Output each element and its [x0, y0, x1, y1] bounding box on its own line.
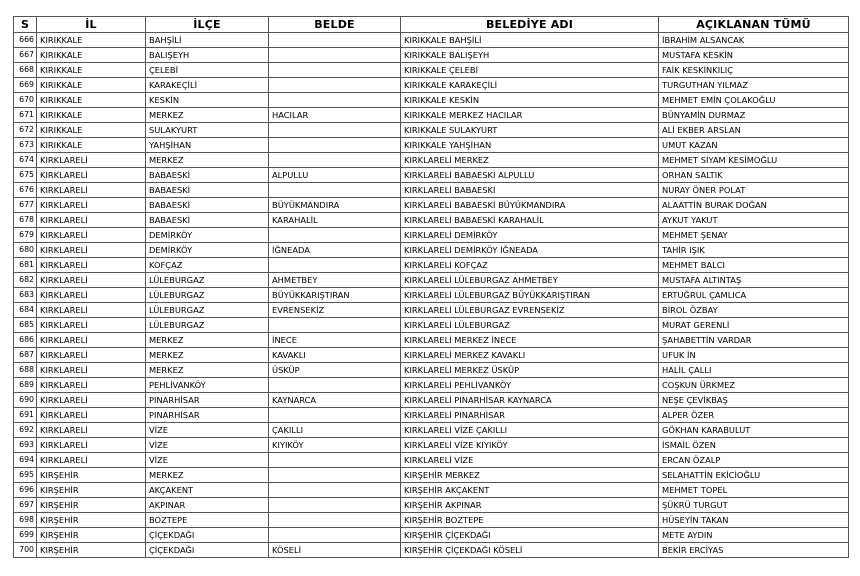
aciklanan-tumu-cell: İBRAHİM ALSANCAK [659, 33, 849, 48]
belediye-adi-cell: KIRKLARELİ VİZE [401, 453, 659, 468]
belediye-adi-cell: KIRIKKALE ÇELEBİ [401, 63, 659, 78]
belde-cell [269, 528, 401, 543]
table-row [14, 243, 849, 258]
aciklanan-tumu-cell: ALAATTİN BURAK DOĞAN [659, 198, 849, 213]
belde-cell: BÜYÜKKARIŞTIRAN [269, 288, 401, 303]
il-cell: KIRŞEHİR [37, 498, 146, 513]
belediye-adi-cell: KIRKLARELİ VİZE ÇAKILLI [401, 423, 659, 438]
ilce-cell: MERKEZ [146, 363, 269, 378]
table-row [14, 288, 849, 303]
ilce-cell: SULAKYURT [146, 123, 269, 138]
ilce-cell: BABAESKİ [146, 213, 269, 228]
il-cell: KIRIKKALE [37, 123, 146, 138]
il-cell: KIRKLARELİ [37, 318, 146, 333]
ilce-cell: BABAESKİ [146, 168, 269, 183]
ilce-cell: ÇELEBİ [146, 63, 269, 78]
ilce-cell: LÜLEBURGAZ [146, 288, 269, 303]
il-cell: KIRKLARELİ [37, 423, 146, 438]
belediye-adi-cell: KIRIKKALE KESKİN [401, 93, 659, 108]
belde-cell: KAVAKLI [269, 348, 401, 363]
il-cell: KIRKLARELİ [37, 243, 146, 258]
belde-cell [269, 93, 401, 108]
row-number: 677 [14, 198, 37, 213]
ilce-cell: KOFÇAZ [146, 258, 269, 273]
ilce-cell: DEMİRKÖY [146, 243, 269, 258]
ilce-cell: MERKEZ [146, 348, 269, 363]
il-cell: KIRŞEHİR [37, 543, 146, 558]
ilce-cell: MERKEZ [146, 468, 269, 483]
table-row [14, 78, 849, 93]
aciklanan-tumu-cell: COŞKUN ÜRKMEZ [659, 378, 849, 393]
ilce-cell: LÜLEBURGAZ [146, 273, 269, 288]
belde-cell: ÇAKILLI [269, 423, 401, 438]
ilce-cell: MERKEZ [146, 108, 269, 123]
aciklanan-tumu-cell: AYKUT YAKUT [659, 213, 849, 228]
il-cell: KIRIKKALE [37, 138, 146, 153]
header-aciklanan-tumu: AÇIKLANAN TÜMÜ [659, 17, 849, 33]
row-number: 666 [14, 33, 37, 48]
ilce-cell: BALIŞEYH [146, 48, 269, 63]
row-number: 690 [14, 393, 37, 408]
il-cell: KIRKLARELİ [37, 153, 146, 168]
aciklanan-tumu-cell: MURAT GERENLİ [659, 318, 849, 333]
aciklanan-tumu-cell: MEHMET ŞENAY [659, 228, 849, 243]
belediye-adi-cell: KIRIKKALE YAHŞİHAN [401, 138, 659, 153]
belediye-adi-cell: KIRKLARELİ VİZE KIYIKÖY [401, 438, 659, 453]
row-number: 668 [14, 63, 37, 78]
ilce-cell: KESKİN [146, 93, 269, 108]
il-cell: KIRKLARELİ [37, 408, 146, 423]
table-row [14, 93, 849, 108]
table-row [14, 333, 849, 348]
ilce-cell: VİZE [146, 453, 269, 468]
il-cell: KIRKLARELİ [37, 363, 146, 378]
row-number: 697 [14, 498, 37, 513]
il-cell: KIRKLARELİ [37, 333, 146, 348]
row-number: 700 [14, 543, 37, 558]
belediye-adi-cell: KIRIKKALE BAHŞİLİ [401, 33, 659, 48]
row-number: 691 [14, 408, 37, 423]
belde-cell: HACILAR [269, 108, 401, 123]
row-number: 688 [14, 363, 37, 378]
table-row [14, 273, 849, 288]
aciklanan-tumu-cell: BİROL ÖZBAY [659, 303, 849, 318]
belde-cell [269, 138, 401, 153]
table-row [14, 453, 849, 468]
aciklanan-tumu-cell: HÜSEYİN TAKAN [659, 513, 849, 528]
aciklanan-tumu-cell: BEKİR ERCİYAS [659, 543, 849, 558]
aciklanan-tumu-cell: TAHİR IŞIK [659, 243, 849, 258]
table-row [14, 198, 849, 213]
aciklanan-tumu-cell: MEHMET BALCI [659, 258, 849, 273]
ilce-cell: MERKEZ [146, 333, 269, 348]
belde-cell: KAYNARCA [269, 393, 401, 408]
row-number: 669 [14, 78, 37, 93]
aciklanan-tumu-cell: ALİ EKBER ARSLAN [659, 123, 849, 138]
belde-cell [269, 78, 401, 93]
table-row [14, 468, 849, 483]
ilce-cell: AKÇAKENT [146, 483, 269, 498]
aciklanan-tumu-cell: MEHMET EMİN ÇOLAKOĞLU [659, 93, 849, 108]
row-number: 685 [14, 318, 37, 333]
il-cell: KIRŞEHİR [37, 483, 146, 498]
aciklanan-tumu-cell: SELAHATTİN EKİCİOĞLU [659, 468, 849, 483]
il-cell: KIRKLARELİ [37, 378, 146, 393]
aciklanan-tumu-cell: BÜNYAMİN DURMAZ [659, 108, 849, 123]
belde-cell: KIYIKÖY [269, 438, 401, 453]
row-number: 683 [14, 288, 37, 303]
belde-cell [269, 483, 401, 498]
row-number: 674 [14, 153, 37, 168]
aciklanan-tumu-cell: MUSTAFA KESKİN [659, 48, 849, 63]
aciklanan-tumu-cell: ALPER ÖZER [659, 408, 849, 423]
belediye-adi-cell: KIRKLARELİ DEMİRKÖY [401, 228, 659, 243]
row-number: 689 [14, 378, 37, 393]
belde-cell [269, 153, 401, 168]
table-row [14, 363, 849, 378]
aciklanan-tumu-cell: UFUK İN [659, 348, 849, 363]
ilce-cell: BABAESKİ [146, 183, 269, 198]
belediye-adi-cell: KIRKLARELİ PINARHİSAR [401, 408, 659, 423]
il-cell: KIRŞEHİR [37, 468, 146, 483]
aciklanan-tumu-cell: MEHMET TOPEL [659, 483, 849, 498]
table-row [14, 183, 849, 198]
table-header [14, 17, 849, 33]
il-cell: KIRKLARELİ [37, 438, 146, 453]
belediye-adi-cell: KIRKLARELİ MERKEZ [401, 153, 659, 168]
table-row [14, 318, 849, 333]
table-row [14, 513, 849, 528]
belediye-adi-cell: KIRKLARELİ LÜLEBURGAZ AHMETBEY [401, 273, 659, 288]
table-row [14, 63, 849, 78]
aciklanan-tumu-cell: METE AYDIN [659, 528, 849, 543]
table-row [14, 48, 849, 63]
aciklanan-tumu-cell: MEHMET SİYAM KESİMOĞLU [659, 153, 849, 168]
row-number: 673 [14, 138, 37, 153]
row-number: 682 [14, 273, 37, 288]
il-cell: KIRKLARELİ [37, 183, 146, 198]
belediye-adi-cell: KIRKLARELİ PEHLİVANKÖY [401, 378, 659, 393]
belde-cell [269, 33, 401, 48]
row-number: 667 [14, 48, 37, 63]
ilce-cell: PINARHİSAR [146, 408, 269, 423]
table-row [14, 138, 849, 153]
table-row [14, 528, 849, 543]
belde-cell [269, 513, 401, 528]
belediye-adi-cell: KIRKLARELİ BABAESKİ ALPULLU [401, 168, 659, 183]
il-cell: KIRKLARELİ [37, 303, 146, 318]
aciklanan-tumu-cell: NURAY ÖNER POLAT [659, 183, 849, 198]
aciklanan-tumu-cell: GÖKHAN KARABULUT [659, 423, 849, 438]
il-cell: KIRŞEHİR [37, 513, 146, 528]
ilce-cell: LÜLEBURGAZ [146, 318, 269, 333]
belediye-adi-cell: KIRKLARELİ LÜLEBURGAZ [401, 318, 659, 333]
il-cell: KIRKLARELİ [37, 288, 146, 303]
aciklanan-tumu-cell: İSMAİL ÖZEN [659, 438, 849, 453]
row-number: 687 [14, 348, 37, 363]
ilce-cell: YAHŞİHAN [146, 138, 269, 153]
belediye-adi-cell: KIRŞEHİR ÇİÇEKDAĞI KÖSELİ [401, 543, 659, 558]
belde-cell: ÜSKÜP [269, 363, 401, 378]
belediye-adi-cell: KIRIKKALE SULAKYURT [401, 123, 659, 138]
row-number: 676 [14, 183, 37, 198]
belde-cell: ALPULLU [269, 168, 401, 183]
ilce-cell: BAHŞİLİ [146, 33, 269, 48]
belde-cell: EVRENSEKİZ [269, 303, 401, 318]
belde-cell [269, 318, 401, 333]
ilce-cell: AKPINAR [146, 498, 269, 513]
il-cell: KIRKLARELİ [37, 198, 146, 213]
aciklanan-tumu-cell: TURGUTHAN YILMAZ [659, 78, 849, 93]
row-number: 695 [14, 468, 37, 483]
row-number: 681 [14, 258, 37, 273]
belediye-adi-cell: KIRIKKALE BALIŞEYH [401, 48, 659, 63]
header-belde: BELDE [269, 17, 401, 33]
belediye-adi-cell: KIRŞEHİR AKÇAKENT [401, 483, 659, 498]
ilce-cell: PINARHİSAR [146, 393, 269, 408]
table-row [14, 168, 849, 183]
table-row [14, 543, 849, 558]
row-number: 693 [14, 438, 37, 453]
il-cell: KIRIKKALE [37, 48, 146, 63]
belediye-adi-cell: KIRKLARELİ BABAESKİ BÜYÜKMANDIRA [401, 198, 659, 213]
table-row [14, 213, 849, 228]
belde-cell [269, 468, 401, 483]
table-row [14, 153, 849, 168]
table-row [14, 438, 849, 453]
il-cell: KIRKLARELİ [37, 168, 146, 183]
row-number: 698 [14, 513, 37, 528]
row-number: 686 [14, 333, 37, 348]
ilce-cell: PEHLİVANKÖY [146, 378, 269, 393]
row-number: 678 [14, 213, 37, 228]
table-row [14, 108, 849, 123]
belediye-adi-cell: KIRKLARELİ LÜLEBURGAZ EVRENSEKİZ [401, 303, 659, 318]
belediye-adi-cell: KIRKLARELİ MERKEZ KAVAKLI [401, 348, 659, 363]
belediye-adi-cell: KIRIKKALE MERKEZ HACILAR [401, 108, 659, 123]
belediye-adi-cell: KIRŞEHİR AKPINAR [401, 498, 659, 513]
belde-cell [269, 63, 401, 78]
belde-cell: İĞNEADA [269, 243, 401, 258]
header-row [14, 17, 849, 33]
table-row [14, 348, 849, 363]
row-number: 672 [14, 123, 37, 138]
belediye-adi-cell: KIRKLARELİ MERKEZ ÜSKÜP [401, 363, 659, 378]
table-row [14, 483, 849, 498]
il-cell: KIRŞEHİR [37, 528, 146, 543]
row-number: 671 [14, 108, 37, 123]
ilce-cell: BOZTEPE [146, 513, 269, 528]
belde-cell [269, 48, 401, 63]
belde-cell [269, 408, 401, 423]
belde-cell [269, 228, 401, 243]
belediye-adi-cell: KIRKLARELİ BABAESKİ KARAHALİL [401, 213, 659, 228]
belediye-adi-cell: KIRKLARELİ LÜLEBURGAZ BÜYÜKKARIŞTIRAN [401, 288, 659, 303]
aciklanan-tumu-cell: ERTUĞRUL ÇAMLICA [659, 288, 849, 303]
belde-cell [269, 453, 401, 468]
il-cell: KIRKLARELİ [37, 228, 146, 243]
row-number: 680 [14, 243, 37, 258]
belde-cell: AHMETBEY [269, 273, 401, 288]
table-row [14, 258, 849, 273]
aciklanan-tumu-cell: ERCAN ÖZALP [659, 453, 849, 468]
table-row [14, 123, 849, 138]
ilce-cell: DEMİRKÖY [146, 228, 269, 243]
header-ilce: İLÇE [146, 17, 269, 33]
row-number: 692 [14, 423, 37, 438]
table-row [14, 228, 849, 243]
il-cell: KIRKLARELİ [37, 393, 146, 408]
il-cell: KIRIKKALE [37, 108, 146, 123]
aciklanan-tumu-cell: FAİK KESKİNKILIÇ [659, 63, 849, 78]
il-cell: KIRIKKALE [37, 78, 146, 93]
ilce-cell: MERKEZ [146, 153, 269, 168]
aciklanan-tumu-cell: ORHAN SALTIK [659, 168, 849, 183]
aciklanan-tumu-cell: HALİL ÇALLI [659, 363, 849, 378]
belde-cell [269, 183, 401, 198]
header-belediye-adi: BELEDİYE ADI [401, 17, 659, 33]
belediye-adi-cell: KIRŞEHİR MERKEZ [401, 468, 659, 483]
il-cell: KIRIKKALE [37, 33, 146, 48]
row-number: 699 [14, 528, 37, 543]
table-body [14, 33, 849, 558]
ilce-cell: ÇİÇEKDAĞI [146, 528, 269, 543]
belediye-adi-cell: KIRKLARELİ DEMİRKÖY İĞNEADA [401, 243, 659, 258]
ilce-cell: BABAESKİ [146, 198, 269, 213]
belde-cell [269, 378, 401, 393]
row-number: 670 [14, 93, 37, 108]
row-number: 675 [14, 168, 37, 183]
belediye-adi-cell: KIRŞEHİR ÇİÇEKDAĞI [401, 528, 659, 543]
belde-cell: KÖSELİ [269, 543, 401, 558]
header-s: S [14, 17, 37, 33]
aciklanan-tumu-cell: UMUT KAZAN [659, 138, 849, 153]
belediye-adi-cell: KIRKLARELİ MERKEZ İNECE [401, 333, 659, 348]
belde-cell [269, 498, 401, 513]
belde-cell [269, 258, 401, 273]
belediye-adi-cell: KIRKLARELİ BABAESKİ [401, 183, 659, 198]
ilce-cell: VİZE [146, 438, 269, 453]
table-row [14, 303, 849, 318]
table-row [14, 33, 849, 48]
il-cell: KIRKLARELİ [37, 213, 146, 228]
aciklanan-tumu-cell: NEŞE ÇEVİKBAŞ [659, 393, 849, 408]
belediye-adi-cell: KIRŞEHİR BOZTEPE [401, 513, 659, 528]
belde-cell: BÜYÜKMANDIRA [269, 198, 401, 213]
belediye-adi-cell: KIRKLARELİ PINARHİSAR KAYNARCA [401, 393, 659, 408]
table-row [14, 393, 849, 408]
aciklanan-tumu-cell: ŞAHABETTİN VARDAR [659, 333, 849, 348]
il-cell: KIRKLARELİ [37, 453, 146, 468]
belde-cell [269, 123, 401, 138]
ilce-cell: KARAKEÇİLİ [146, 78, 269, 93]
ilce-cell: ÇİÇEKDAĞI [146, 543, 269, 558]
aciklanan-tumu-cell: ŞÜKRÜ TURGUT [659, 498, 849, 513]
table-row [14, 423, 849, 438]
row-number: 679 [14, 228, 37, 243]
results-table [13, 16, 849, 558]
belde-cell: İNECE [269, 333, 401, 348]
belediye-adi-cell: KIRKLARELİ KOFÇAZ [401, 258, 659, 273]
il-cell: KIRIKKALE [37, 93, 146, 108]
table-row [14, 408, 849, 423]
ilce-cell: VİZE [146, 423, 269, 438]
aciklanan-tumu-cell: MUSTAFA ALTINTAŞ [659, 273, 849, 288]
table-row [14, 498, 849, 513]
row-number: 696 [14, 483, 37, 498]
table-row [14, 378, 849, 393]
il-cell: KIRKLARELİ [37, 258, 146, 273]
il-cell: KIRKLARELİ [37, 273, 146, 288]
belde-cell: KARAHALİL [269, 213, 401, 228]
il-cell: KIRIKKALE [37, 63, 146, 78]
ilce-cell: LÜLEBURGAZ [146, 303, 269, 318]
header-il: İL [37, 17, 146, 33]
row-number: 684 [14, 303, 37, 318]
row-number: 694 [14, 453, 37, 468]
il-cell: KIRKLARELİ [37, 348, 146, 363]
belediye-adi-cell: KIRIKKALE KARAKEÇİLİ [401, 78, 659, 93]
